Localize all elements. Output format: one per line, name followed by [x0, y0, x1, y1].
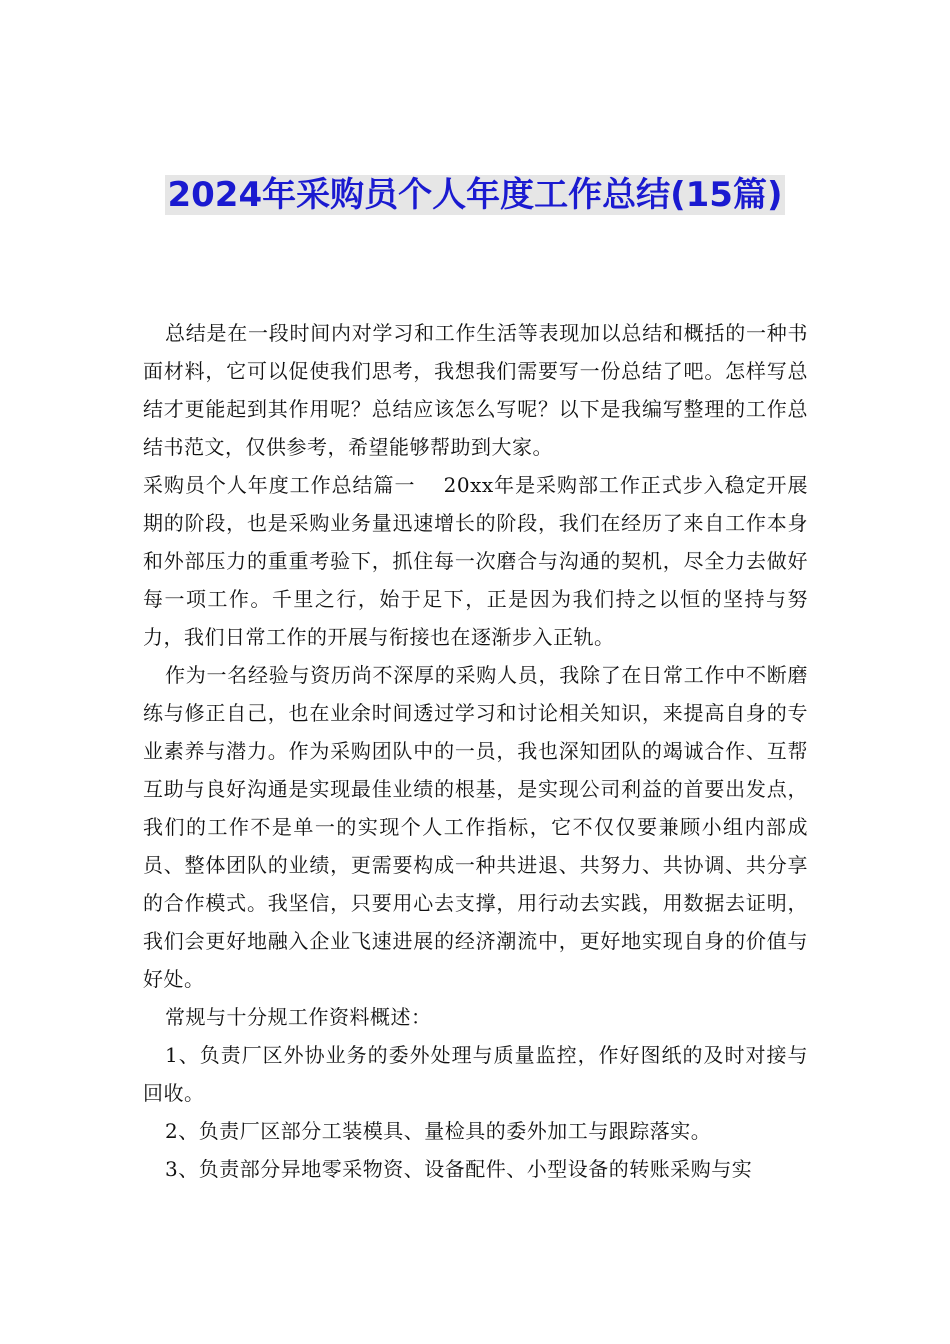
work-overview-heading: 常规与十分规工作资料概述：	[165, 1005, 432, 1029]
intro-paragraph: 总结是在一段时间内对学习和工作生活等表现加以总结和概括的一种书面材料，它可以促使我们思考，我想我们需要写一份总结了吧。怎样写总结才更能起到其作用呢？总结应该怎么写呢？以下是我编写整理的工作总结书范文，仅供参考，希望能够帮助到大家。	[143, 321, 808, 459]
document-body	[143, 314, 808, 1188]
list-item: 3、负责部分异地零采物资、设备配件、小型设备的转账采购与实	[165, 1157, 753, 1181]
title-text: 2024年采购员个人年度工作总结(15篇)	[167, 175, 783, 215]
list-item: 1、负责厂区外协业务的委外处理与质量监控，作好图纸的及时对接与回收。	[143, 1043, 808, 1105]
section-one-paragraph: 采购员个人年度工作总结篇一 20xx年是采购部工作正式步入稳定开展期的阶段，也是采购业务量迅速增长的阶段，我们在经历了来自工作本身和外部压力的重重考验下，抓住每一次磨合与沟通的契机，尽全力去做好每一项工作。千里之行，始于足下，正是因为我们持之以恒的坚持与努力，我们日常工作的开展与衔接也在逐渐步入正轨。	[143, 473, 808, 649]
list-item: 2、负责厂区部分工装模具、量检具的委外加工与跟踪落实。	[165, 1119, 712, 1143]
experience-paragraph: 作为一名经验与资历尚不深厚的采购人员，我除了在日常工作中不断磨练与修正自己，也在业余时间透过学习和讨论相关知识，来提高自身的专业素养与潜力。作为采购团队中的一员，我也深知团队的竭诚合作、互帮互助与良好沟通是实现最佳业绩的根基，是实现公司利益的首要出发点，我们的工作不是单一的实现个人工作指标，它不仅仅要兼顾小组内部成员、整体团队的业绩，更需要构成一种共进退、共努力、共协调、共分享的合作模式。我坚信，只要用心去支撑，用行动去实践，用数据去证明，我们会更好地融入企业飞速进展的经济潮流中，更好地实现自身的价值与好处。	[143, 663, 808, 991]
document-title	[120, 172, 830, 218]
